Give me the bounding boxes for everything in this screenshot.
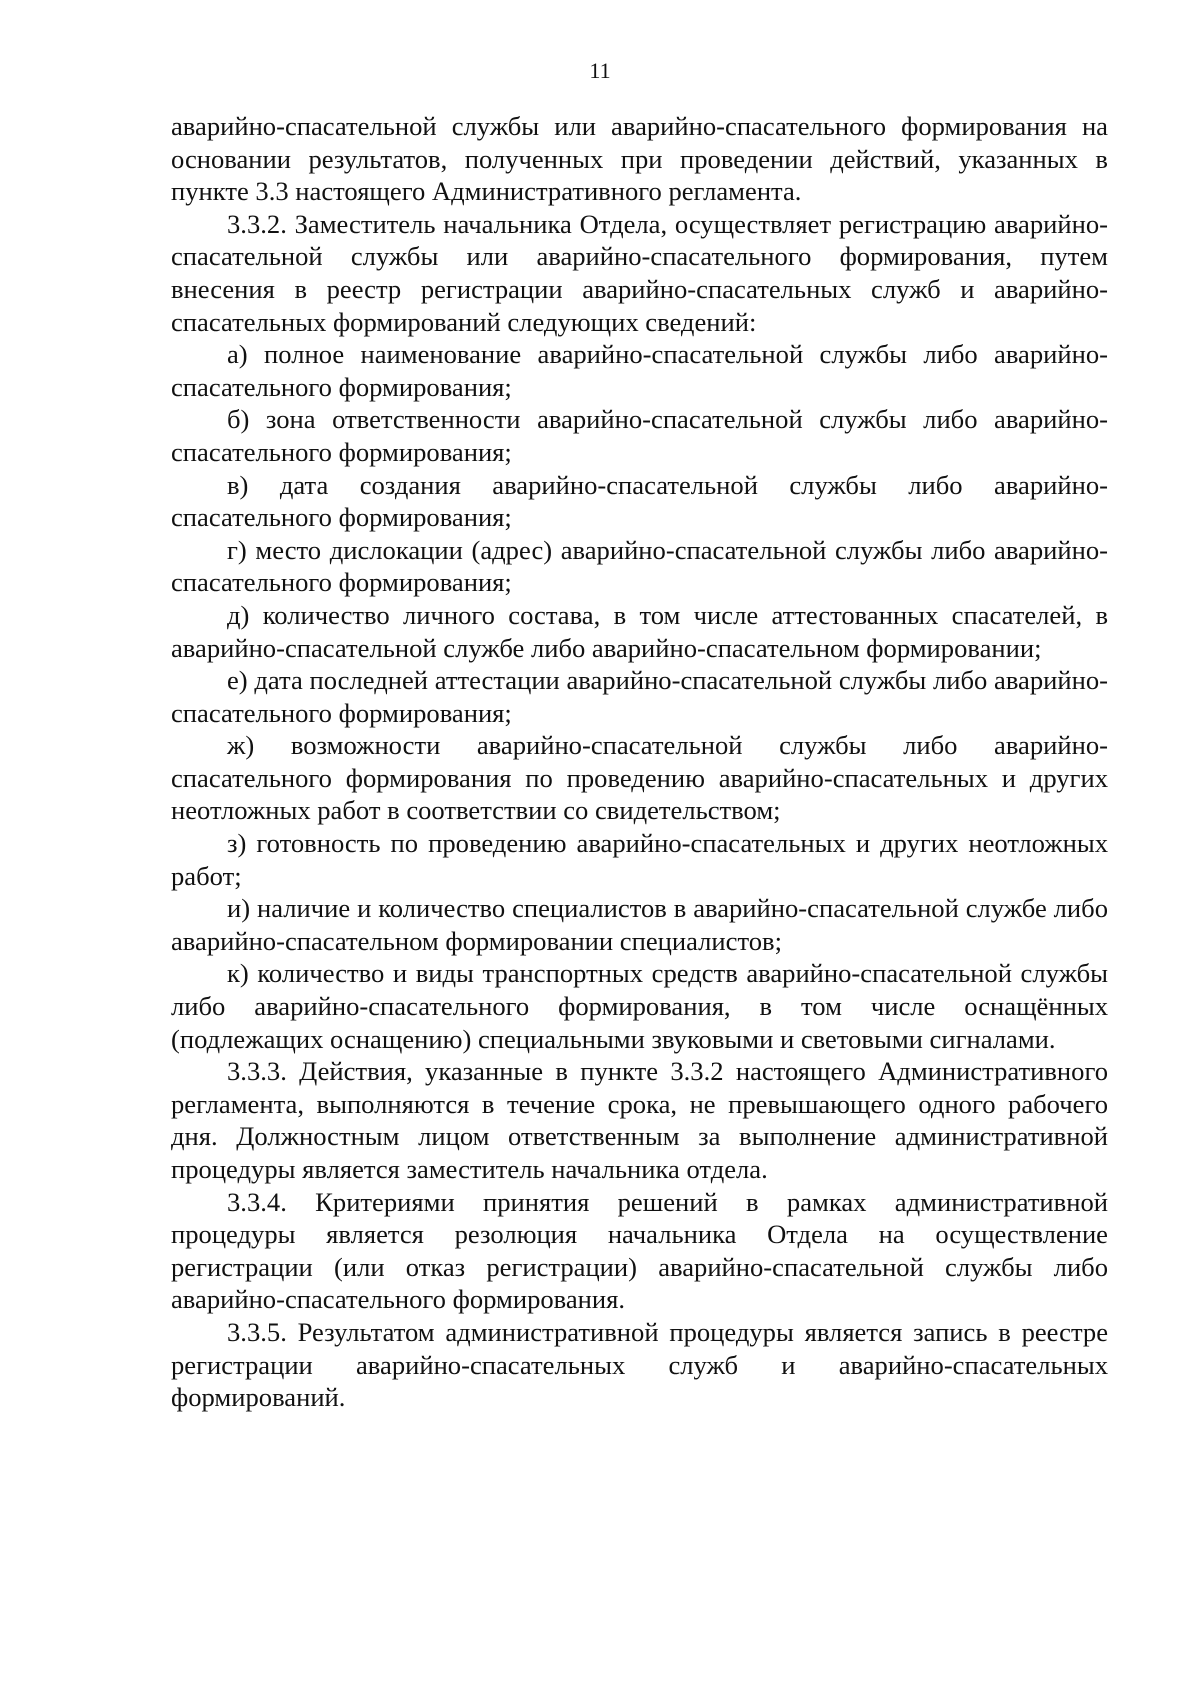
list-item-v: в) дата создания аварийно-спасательной службы либо аварийно-спасательного формирования; — [171, 469, 1108, 533]
list-item-g: г) место дислокации (адрес) аварийно-спасательной службы либо аварийно-спасательного формирования; — [171, 534, 1108, 598]
paragraph-3-3-3: 3.3.3. Действия, указанные в пункте 3.3.2 настоящего Административного регламента, выполняются в течение срока, не превышающего одного рабочего дня. Должностным лицом ответственным за выполнение административной процедуры является заместитель начальника отдела. — [171, 1056, 1108, 1184]
paragraph-continuation: аварийно-спасательной службы или аварийно-спасательного формирования на основании результатов, полученных при проведении действий, указанных в пункте 3.3 настоящего Административного регламента. — [171, 111, 1108, 207]
list-item-d: д) количество личного состава, в том числе аттестованных спасателей, в аварийно-спасательной службе либо аварийно-спасательном формировании; — [171, 599, 1108, 663]
list-item-e: е) дата последней аттестации аварийно-спасательной службы либо аварийно-спасательного формирования; — [171, 665, 1108, 728]
document-body — [171, 110, 1108, 1414]
list-item-a: а) полное наименование аварийно-спасательной службы либо аварийно-спасательного формирования; — [171, 339, 1108, 402]
page-number: 11 — [589, 58, 611, 83]
list-item-z: з) готовность по проведению аварийно-спасательных и других неотложных работ; — [171, 828, 1108, 891]
list-item-b: б) зона ответственности аварийно-спасательной службы либо аварийно-спасательного формирования; — [171, 404, 1108, 467]
list-item-zh: ж) возможности аварийно-спасательной службы либо аварийно-спасательного формирования по проведению аварийно-спасательных и других неотложных работ в соответствии со свидетельством; — [171, 730, 1108, 826]
list-item-i: и) наличие и количество специалистов в аварийно-спасательной службе либо аварийно-спасательном формировании специалистов; — [171, 893, 1108, 956]
list-item-k: к) количество и виды транспортных средств аварийно-спасательной службы либо аварийно-спасательного формирования, в том числе оснащённых (подлежащих оснащению) специальными звуковыми и световыми сигналами. — [171, 958, 1108, 1054]
paragraph-3-3-4: 3.3.4. Критериями принятия решений в рамках административной процедуры является резолюция начальника Отдела на осуществление регистрации (или отказ регистрации) аварийно-спасательной службы либо аварийно-спасательного формирования. — [171, 1186, 1108, 1315]
paragraph-3-3-2: 3.3.2. Заместитель начальника Отдела, осуществляет регистрацию аварийно-спасательной службы или аварийно-спасательного формирования, путем внесения в реестр регистрации аварийно-спасательных служб и аварийно-спасательных формирований следующих сведений: — [171, 208, 1108, 337]
paragraph-3-3-5: 3.3.5. Результатом административной процедуры является запись в реестре регистрации аварийно-спасательных служб и аварийно-спасательных формирований. — [171, 1316, 1108, 1413]
